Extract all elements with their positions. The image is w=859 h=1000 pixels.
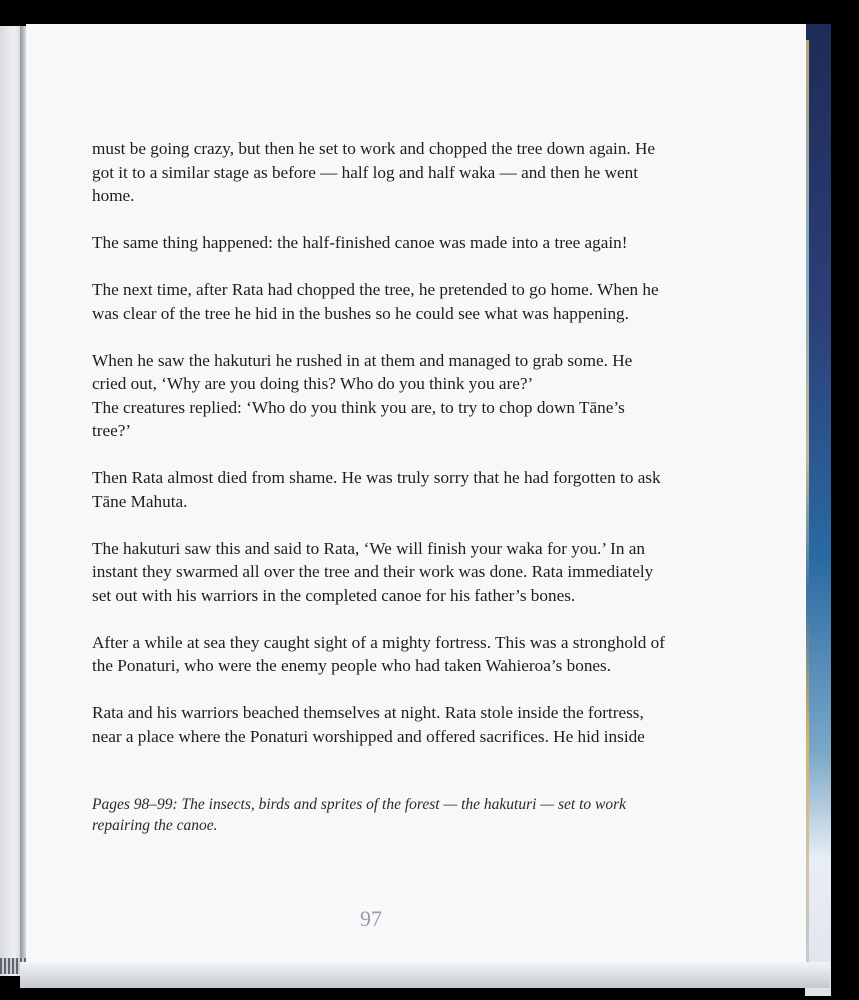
body-text <box>92 137 667 748</box>
book-bottom-edge <box>20 962 830 988</box>
paragraph: must be going crazy, but then he set to work and chopped the tree down again. He got it to a similar stage as before — half log and half waka — and then he went home. <box>92 139 656 205</box>
paragraph: After a while at sea they caught sight of a mighty fortress. This was a stronghold of the Ponaturi, who were the enemy people who had taken Wahieroa’s bones. <box>92 632 665 675</box>
paragraph: Rata and his warriors beached themselves at night. Rata stole inside the fortress, near a place where the Ponaturi worshipped and offered sacrifices. He hid inside <box>92 703 645 746</box>
paragraph: The same thing happened: the half-finished canoe was made into a tree again! <box>92 233 628 252</box>
paragraph: The hakuturi saw this and said to Rata, ‘We will finish your waka for you.’ In an instant they swarmed all over the tree and their work was done. Rata immediately set out with his warriors in the completed canoe for his father’s bones. <box>92 538 654 605</box>
paragraph: Then Rata almost died from shame. He was truly sorry that he had forgotten to ask Tāne Mahuta. <box>92 468 661 511</box>
book-page <box>26 24 806 962</box>
paragraph: The next time, after Rata had chopped the tree, he pretended to go home. When he was clear of the tree he hid in the bushes so he could see what was happening. <box>92 280 659 323</box>
page-number: 97 <box>360 906 382 931</box>
illustration-caption: Pages 98–99: The insects, birds and sprites of the forest — the hakuturi — set to work repairing the canoe. <box>92 796 627 834</box>
paragraph: When he saw the hakuturi he rushed in at them and managed to grab some. He cried out, ‘Why are you doing this? Who do you think you are?’ <box>92 350 633 393</box>
paragraph: The creatures replied: ‘Who do you think you are, to try to chop down Tāne’s tree?’ <box>92 397 625 440</box>
